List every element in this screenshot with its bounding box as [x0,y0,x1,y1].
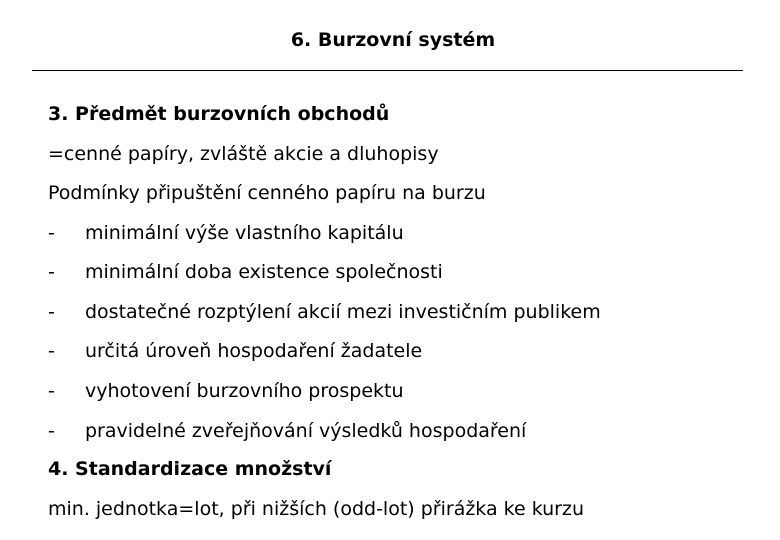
bullet-dash: - [48,222,55,244]
bullet-dash: - [48,380,55,402]
bullet-dash: - [48,301,55,323]
section-4-text: min. jednotka=lot, při nižších (odd-lot) přirážka ke kurzu [48,498,584,520]
conditions-intro: Podmínky připuštění cenného papíru na burzu [48,182,486,204]
bullet-dash: - [48,420,55,442]
section-4-heading: 4. Standardizace množství [48,458,332,480]
condition-text: minimální výše vlastního kapitálu [85,222,404,244]
condition-text: vyhotovení burzovního prospektu [85,380,404,402]
condition-text: pravidelné zveřejňování výsledků hospodaření [85,420,527,442]
page-title: 6. Burzovní systém [290,29,496,51]
bullet-dash: - [48,261,55,283]
condition-text: určitá úroveň hospodaření žadatele [85,340,423,362]
title-divider [32,70,743,71]
section-3-heading: 3. Předmět burzovních obchodů [48,103,390,125]
condition-text: minimální doba existence společnosti [85,261,443,283]
bullet-dash: - [48,340,55,362]
section-3-definition: =cenné papíry, zvláště akcie a dluhopisy [48,143,439,165]
condition-text: dostatečné rozptýlení akcií mezi investičním publikem [85,301,601,323]
